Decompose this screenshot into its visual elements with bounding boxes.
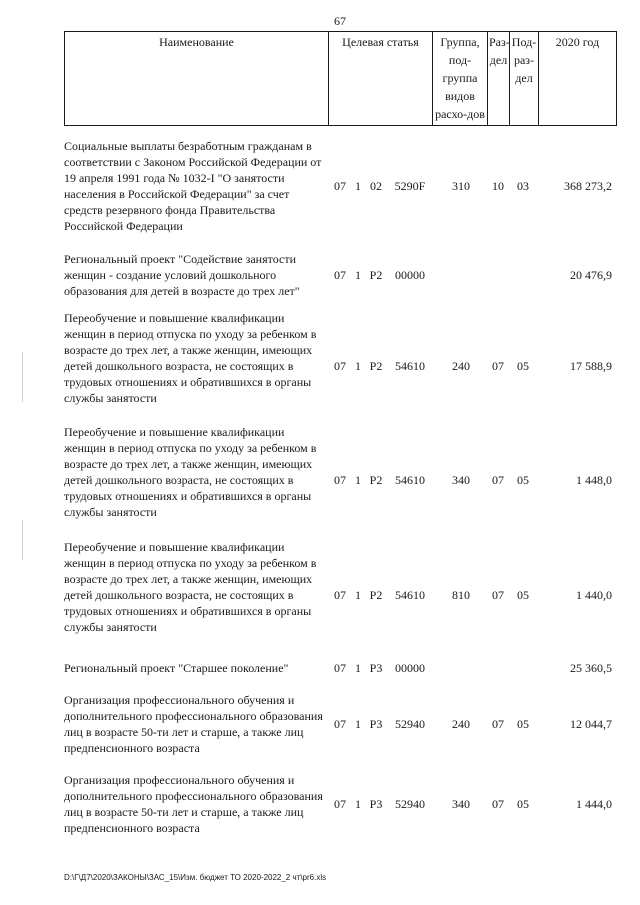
code-program: 07: [334, 268, 346, 282]
code-subprogram: 1: [355, 717, 361, 731]
header-group: Группа, под-группа видов расхо-дов: [433, 32, 488, 126]
group-code: 340: [452, 797, 470, 811]
code-subprogram: 1: [355, 797, 361, 811]
table-row: [64, 310, 616, 422]
code-program: 07: [334, 717, 346, 731]
header-name: Наименование: [65, 32, 329, 126]
table-row: [64, 251, 616, 299]
section-code: 07: [492, 473, 504, 487]
scan-mark: [22, 352, 23, 402]
row-value: 1 444,0: [576, 797, 612, 811]
header-section: Раз-дел: [488, 32, 510, 126]
code-program: 07: [334, 588, 346, 602]
code-program: 07: [334, 179, 346, 193]
section-code: 07: [492, 588, 504, 602]
code-event: P3: [369, 661, 383, 675]
code-event: 02: [370, 179, 382, 193]
header-year: 2020 год: [539, 32, 617, 126]
table-row: [64, 692, 616, 756]
section-code: 07: [492, 359, 504, 373]
table-row: [64, 660, 616, 676]
code-event: P2: [369, 359, 383, 373]
code-event: P3: [369, 797, 383, 811]
code-direction: 54610: [395, 588, 425, 602]
subsection-code: 05: [517, 588, 529, 602]
code-subprogram: 1: [355, 359, 361, 373]
code-event: P3: [369, 717, 383, 731]
subsection-code: 05: [517, 359, 529, 373]
section-code: 07: [492, 717, 504, 731]
code-direction: 52940: [395, 717, 425, 731]
row-value: 20 476,9: [570, 268, 612, 282]
code-event: P2: [369, 588, 383, 602]
group-code: 310: [452, 179, 470, 193]
row-name: Организация профессионального обучения и дополнительного профессионального образования лиц в возрасте 50-ти лет и старше, а также лиц предпенсионного возраста: [64, 773, 323, 835]
code-program: 07: [334, 797, 346, 811]
subsection-code: 05: [517, 473, 529, 487]
code-subprogram: 1: [355, 179, 361, 193]
code-direction: 5290F: [394, 179, 426, 193]
group-code: 340: [452, 473, 470, 487]
code-subprogram: 1: [355, 473, 361, 487]
section-code: 07: [492, 797, 504, 811]
code-subprogram: 1: [355, 268, 361, 282]
page-number: 67: [334, 14, 346, 28]
table-row: [64, 539, 616, 651]
code-subprogram: 1: [355, 588, 361, 602]
row-value: 12 044,7: [570, 717, 612, 731]
row-value: 17 588,9: [570, 359, 612, 373]
row-value: 1 448,0: [576, 473, 612, 487]
row-name: Региональный проект "Содействие занятости женщин - создание условий дошкольного образования для детей в возрасте до трех лет": [64, 252, 300, 298]
row-name: Переобучение и повышение квалификации женщин в период отпуска по уходу за ребенком в возрасте до трех лет, а также женщин, имеющих детей дошкольного возраста, не состоящих в трудовых отношениях и обратившихся в органы службы занятости: [64, 425, 317, 519]
row-name: Социальные выплаты безработным гражданам в соответствии с Законом Российской Федерации от 19 апреля 1991 года № 1032-I "О занятости населения в Российской Федерации" за счет средств резервного фонда Правительства Российской Федерации: [64, 139, 322, 233]
header-subsection: Под-раз-дел: [510, 32, 539, 126]
table-row: [64, 424, 616, 536]
row-name: Переобучение и повышение квалификации женщин в период отпуска по уходу за ребенком в возрасте до трех лет, а также женщин, имеющих детей дошкольного возраста, не состоящих в трудовых отношениях и обратившихся в органы службы занятости: [64, 540, 317, 634]
scan-mark: [22, 520, 23, 560]
section-code: 10: [492, 179, 504, 193]
subsection-code: 03: [517, 179, 529, 193]
row-name: Региональный проект "Старшее поколение": [64, 661, 289, 675]
code-program: 07: [334, 359, 346, 373]
code-subprogram: 1: [355, 661, 361, 675]
file-path-footer: D:\Г\Д7\2020\ЗАКОНЫ\ЗАС_15\Изм. бюджет ТО 2020-2022_2 чт\pr6.xls: [64, 873, 327, 882]
table-row: [64, 138, 616, 234]
code-direction: 54610: [395, 359, 425, 373]
subsection-code: 05: [517, 797, 529, 811]
header-target: Целевая статья: [329, 32, 433, 126]
code-program: 07: [334, 473, 346, 487]
code-event: P2: [369, 268, 383, 282]
code-direction: 00000: [395, 661, 425, 675]
table-row: [64, 772, 616, 836]
group-code: 810: [452, 588, 470, 602]
row-value: 1 440,0: [576, 588, 612, 602]
code-direction: 00000: [395, 268, 425, 282]
code-direction: 52940: [395, 797, 425, 811]
table-header: [64, 31, 617, 126]
code-event: P2: [369, 473, 383, 487]
row-value: 368 273,2: [564, 179, 612, 193]
subsection-code: 05: [517, 717, 529, 731]
row-name: Организация профессионального обучения и дополнительного профессионального образования лиц в возрасте 50-ти лет и старше, а также лиц предпенсионного возраста: [64, 693, 323, 755]
row-name: Переобучение и повышение квалификации женщин в период отпуска по уходу за ребенком в возрасте до трех лет, а также женщин, имеющих детей дошкольного возраста, не состоящих в трудовых отношениях и обратившихся в органы службы занятости: [64, 311, 317, 405]
group-code: 240: [452, 717, 470, 731]
code-direction: 54610: [395, 473, 425, 487]
code-program: 07: [334, 661, 346, 675]
row-value: 25 360,5: [570, 661, 612, 675]
group-code: 240: [452, 359, 470, 373]
